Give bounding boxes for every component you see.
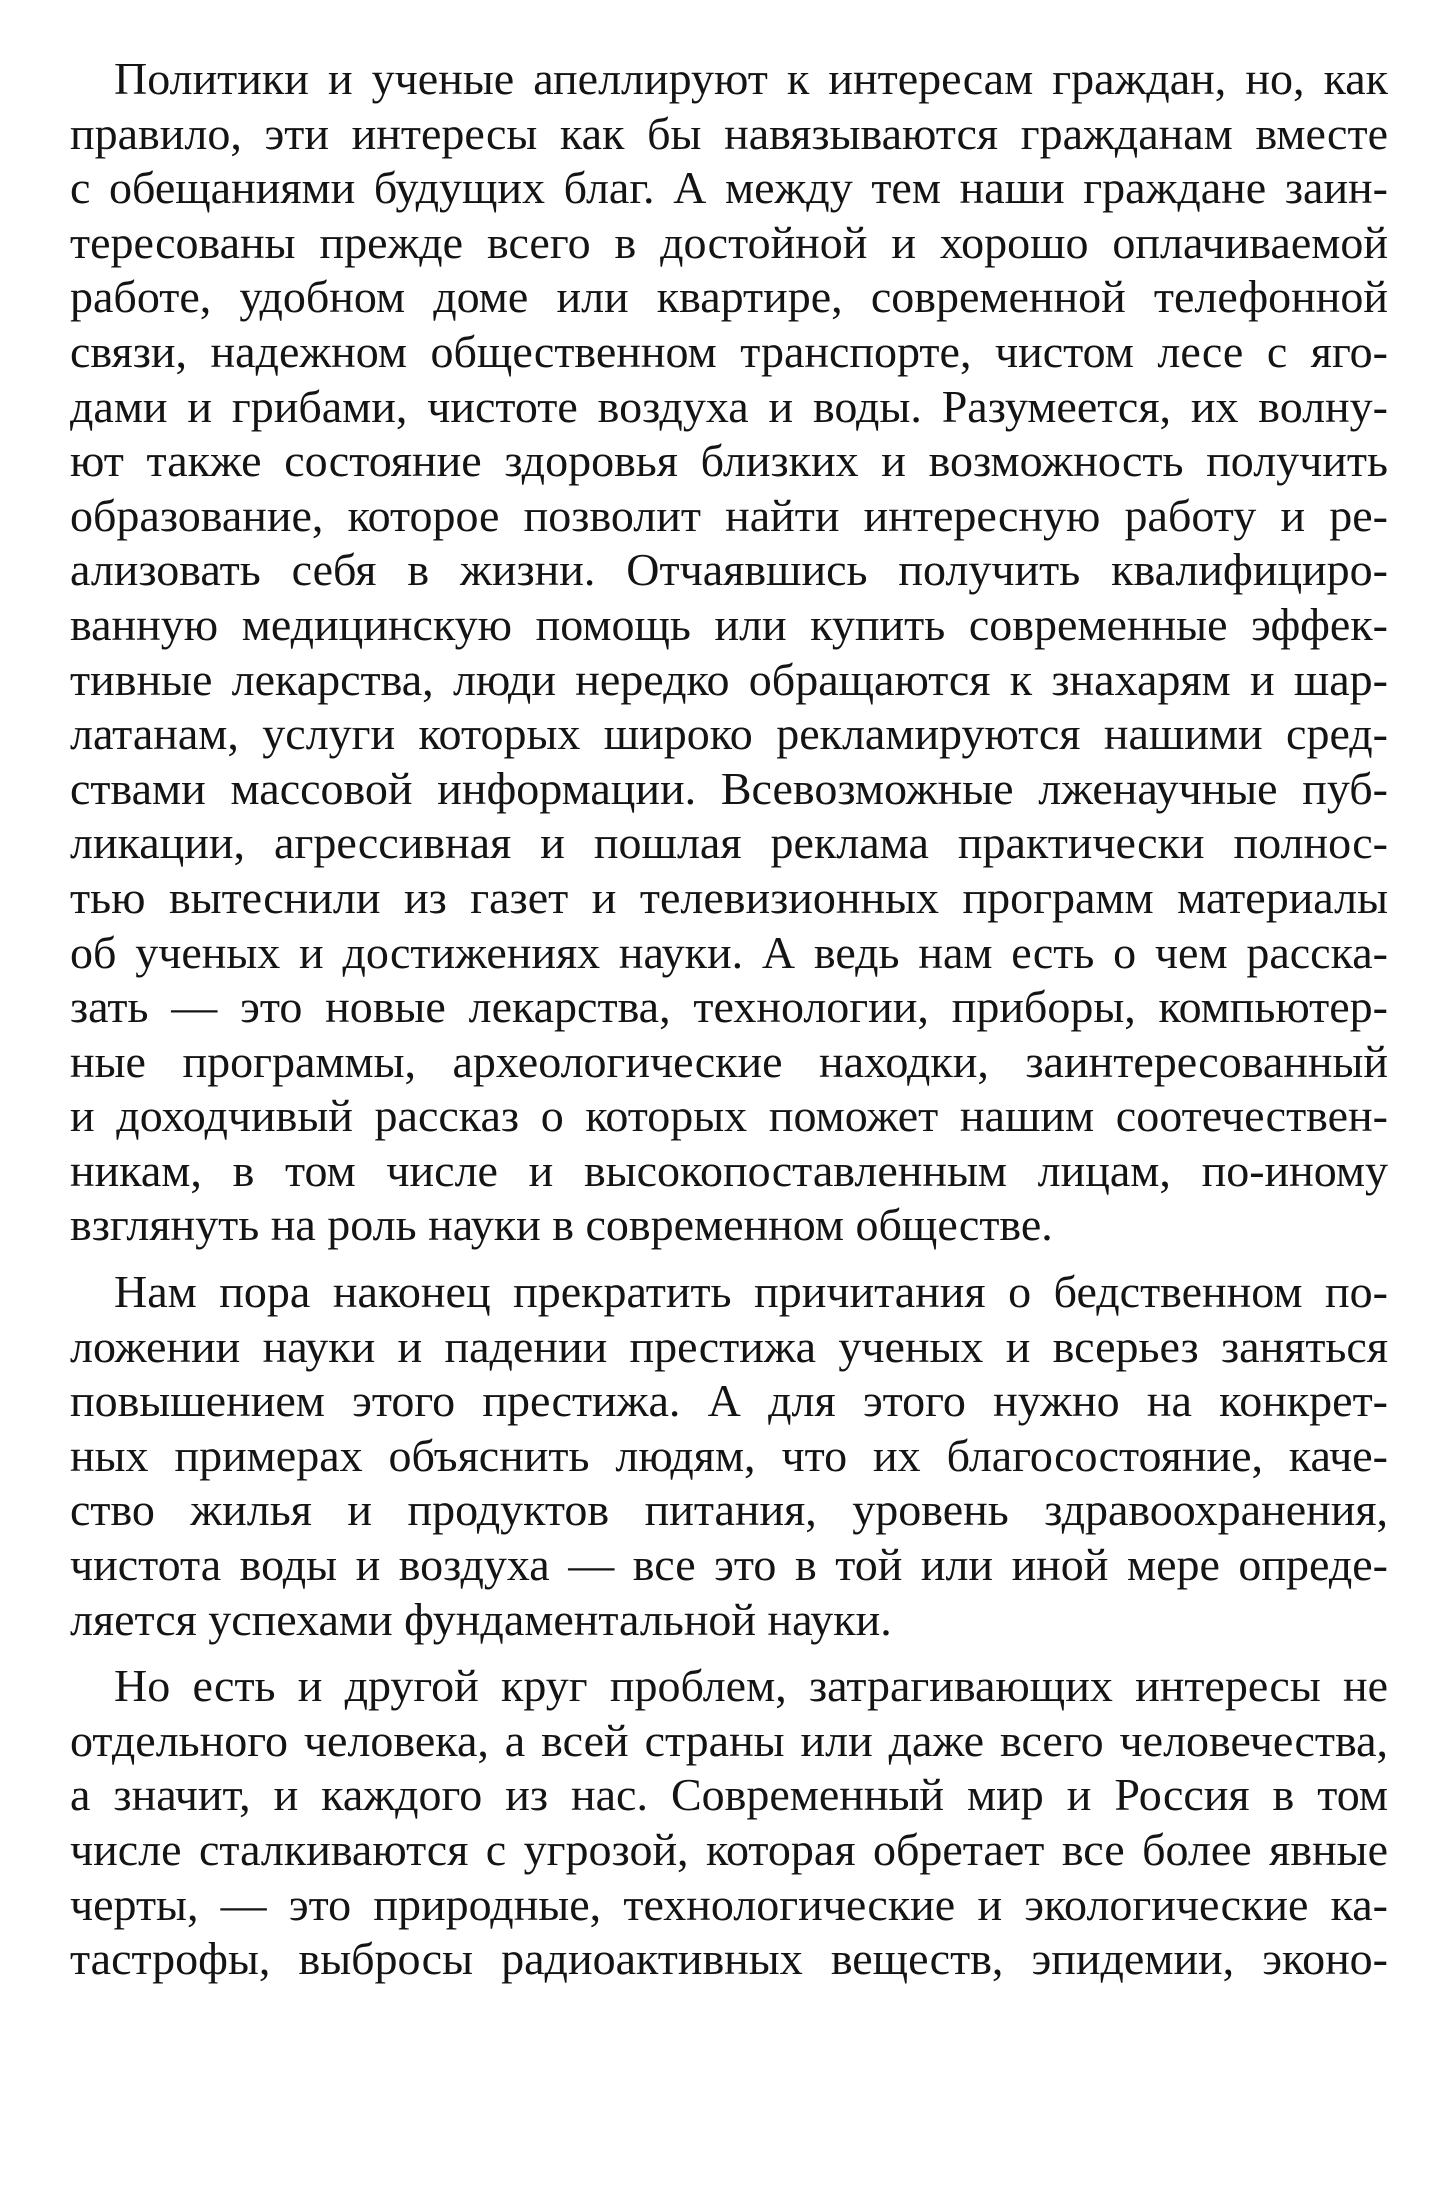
text-line: ные программы, археологические находки, заинтересованный	[70, 1035, 1388, 1087]
text-line: никам, в том числе и высокопоставленным лицам, по-иному	[70, 1144, 1388, 1196]
text-line: и доходчивый рассказ о которых поможет нашим соотечествен-	[70, 1090, 1388, 1142]
text-line: ложении науки и падении престижа ученых и всерьез заняться	[70, 1320, 1388, 1372]
text-line: ют также состояние здоровья близких и возможность получить	[70, 435, 1388, 487]
paragraph-2	[70, 1265, 1388, 1647]
paragraph-3	[70, 1659, 1388, 1987]
text-line: тастрофы, выбросы радиоактивных веществ, эпидемии, эконо-	[70, 1933, 1388, 1985]
text-line: тивные лекарства, люди нередко обращаются к знахарям и шар-	[70, 653, 1388, 705]
text-line: Политики и ученые апеллируют к интересам граждан, но, как	[114, 53, 1388, 104]
text-line: Но есть и другой круг проблем, затрагивающих интересы не	[114, 1660, 1388, 1712]
text-line: чистота воды и воздуха — все это в той или иной мере опреде-	[70, 1539, 1388, 1591]
document-page	[70, 52, 1388, 1999]
text-line: ализовать себя в жизни. Отчаявшись получить квалифициро-	[70, 544, 1388, 596]
text-line: ляется успехами фундаментальной науки.	[70, 1593, 892, 1645]
text-line: ствами массовой информации. Всевозможные лженаучные пуб-	[70, 762, 1388, 814]
text-line: латанам, услуги которых широко рекламируются нашими сред-	[70, 708, 1388, 760]
text-line: об ученых и достижениях науки. А ведь нам есть о чем расска-	[70, 926, 1388, 978]
text-line: тересованы прежде всего в достойной и хорошо оплачиваемой	[70, 216, 1388, 268]
text-line: связи, надежном общественном транспорте, чистом лесе с яго-	[70, 325, 1388, 377]
text-line: а значит, и каждого из нас. Современный мир и Россия в том	[70, 1769, 1388, 1821]
text-line: отдельного человека, а всей страны или даже всего человечества,	[70, 1714, 1388, 1766]
text-line: взглянуть на роль науки в современном обществе.	[70, 1199, 1053, 1251]
text-line: дами и грибами, чистоте воздуха и воды. Разумеется, их волну-	[70, 380, 1388, 432]
text-line: работе, удобном доме или квартире, современной телефонной	[70, 271, 1388, 323]
text-line: тью вытеснили из газет и телевизионных программ материалы	[70, 871, 1388, 923]
text-line: ных примерах объяснить людям, что их благосостояние, каче-	[70, 1429, 1388, 1481]
paragraph-1	[70, 52, 1388, 1253]
text-line: числе сталкиваются с угрозой, которая обретает все более явные	[70, 1824, 1388, 1875]
text-line: образование, которое позволит найти интересную работу и ре-	[70, 489, 1388, 541]
text-line: черты, — это природные, технологические и экологические ка-	[70, 1878, 1388, 1930]
text-line: с обещаниями будущих благ. А между тем наши граждане заин-	[70, 162, 1388, 214]
text-line: ство жилья и продуктов питания, уровень здравоохранения,	[70, 1484, 1388, 1536]
text-line: ликации, агрессивная и пошлая реклама практически полнос-	[70, 817, 1388, 869]
text-line: повышением этого престижа. А для этого нужно на конкрет-	[70, 1375, 1388, 1427]
text-line: Нам пора наконец прекратить причитания о бедственном по-	[114, 1266, 1388, 1318]
text-line: зать — это новые лекарства, технологии, приборы, компьютер-	[70, 981, 1388, 1033]
text-line: ванную медицинскую помощь или купить современные эффек-	[70, 598, 1388, 650]
text-line: правило, эти интересы как бы навязываются гражданам вместе	[70, 107, 1388, 159]
